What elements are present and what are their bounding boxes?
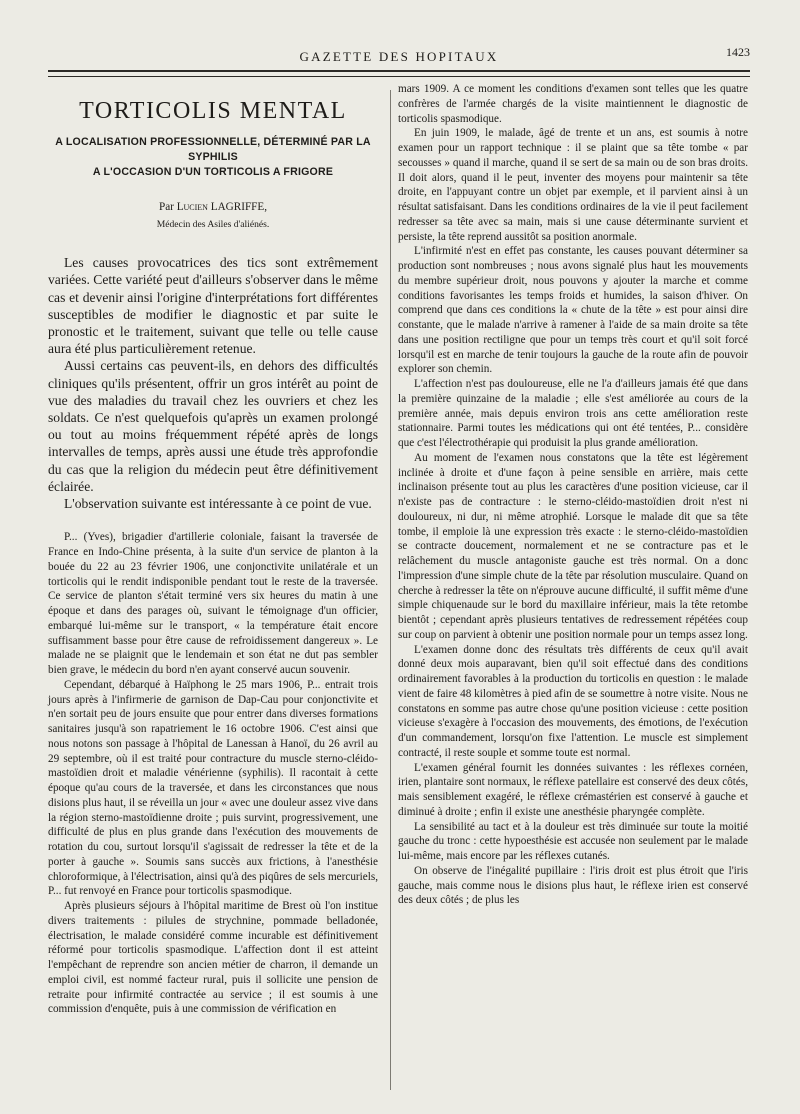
author-affiliation: Médecin des Asiles d'aliénés. <box>156 218 270 230</box>
case-paragraph: Cependant, débarqué à Haïphong le 25 mars 1906, P... entrait trois jours après à l'infirmerie de garnison de Dap-Cau pour conjonctivite et n'en sortait peu de jours ensuite que pour entrer dans diverses formations sanitaires jusqu'à son rapatriement le 16 octobre 1906. C'est ainsi que nous notons son passage à l'hôpital de Lanessan à Hanoï, du 26 avril au 29 septembre, où il est traité pour contracture du muscle sterno-cléido-mastoïdien droit et maladie vénérienne (syphilis). Il racontait à cette époque qu'au cours de la traversée, et dans les circonstances que nous disions plus haut, il se réveilla un jour « avec une douleur assez vive dans la région sterno-mastoïdienne droite ; puis survint, progressivement, une difficulté de plus en plus grande dans l'exécution des mouvements de rotation du cou, surtout lorsqu'il s'agissait de redresser la tête et de la porter à gauche ». Soumis sans succès aux frictions, à l'anesthésie chloroformique, à l'électrisation, ainsi qu'à des piqûres de sels mercuriels, P... fut renvoyé en France pour torticolis spasmodique. <box>48 678 378 898</box>
case-paragraph: P... (Yves), brigadier d'artillerie coloniale, faisant la traversée de France en Indo-Chine présenta, à la suite d'un service de planton à la bouée du 22 au 23 février 1906, une conjonctivite unilatérale et un torticolis qui le rendit indisponible pendant tout le reste de la traversée. Ce service de planton s'était terminé vers six heures du matin à une époque et dans des parages où, suivant le témoignage d'un officier, embarqué lui-même sur le transport, « la température était encore suffisamment basse pour être cause de refroidissement dangereux ». Le malade ne se plaignit que le lendemain et son état ne dut pas sembler bien grave, le médecin du bord n'en ayant conservé aucun souvenir. <box>48 531 378 677</box>
body-paragraph: Au moment de l'examen nous constatons que la tête est légèrement inclinée à droite et d'une façon à peine sensible en arrière, mais cette inclinaison présente tout au plus les caractères d'une position vicieuse, car il n'existe pas de contracture : le sterno-cléido-mastoïdien droit n'est ni douloureux, ni dur, ni même atrophié. Lorsque le malade dit que sa tête tombe, il emploie là une expression très exacte : le sterno-cléido-mastoïdien se contracte doucement, normalement et ne se contracture pas et le relâchement du muscle antagoniste gauche est très normal. On a donc l'impression d'une simple chute de la tête par résolution musculaire. Quand on cherche à redresser la tête on n'éprouve aucune difficulté, il suffit même d'une simple chiquenaude sur le bord du maxillaire inférieur, mais la tête retombe bientôt ; cependant après plusieurs tentatives de redressement répétées coup sur coup on parvient à obtenir une position normale pour un temps assez long. <box>398 451 748 641</box>
column-divider <box>390 90 391 1090</box>
page-number: 1423 <box>726 45 750 59</box>
body-paragraph: En juin 1909, le malade, âgé de trente et un ans, est soumis à notre examen pour un rapport technique : il se plaint que sa tête tombe « par secousses » quand il marche, quand il se sert de sa main ou de son bras droits. Il doit alors, quand il le peut, inventer des moyens pour maintenir sa tête droite, en l'appuyant contre un objet par exemple, et il parvient ainsi à un résultat satisfaisant. Dans les conditions ordinaires de la vie il peut facilement redresser sa tête avec sa main, mais si une cause déterminante survient et persiste, la tête reprend aussitôt sa position anormale. <box>398 127 748 243</box>
section-gap <box>48 512 378 530</box>
author-prefix: Par <box>158 200 174 213</box>
left-column <box>48 92 378 1017</box>
header-rule-thin <box>48 76 750 77</box>
author-last-name: LAGRIFFE, <box>210 200 268 213</box>
body-paragraph: mars 1909. A ce moment les conditions d'examen sont telles que les quatre confrères de l'armée chargés de la visite maintiennent le diagnostic de torticolis spasmodique. <box>398 83 748 125</box>
intro-paragraph: L'observation suivante est intéressante à ce point de vue. <box>64 496 372 512</box>
case-paragraph: Après plusieurs séjours à l'hôpital maritime de Brest où l'on institue divers traitements : pilules de strychnine, pommade belladonée, électrisation, le malade considéré comme incurable est définitivement réformé pour torticolis spasmodique. L'affection dont il est atteint l'empêchant de reprendre son ancien métier de charron, il demande un emploi civil, est nommé facteur rural, puis il sollicite une pension de retraite pour infirmité contractée au service ; il est soumis à une commission d'enquête, puis à une commission de vérification en <box>48 900 378 1016</box>
intro-paragraph: Les causes provocatrices des tics sont extrêmement variées. Cette variété peut d'ailleurs s'observer dans le même cas et devenir ainsi l'origine d'interprétations fort différentes susceptibles de modifier le diagnostic et par suite le pronostic et le traitement, suivant que telle ou telle cause aura été plus particulièrement retenue. <box>48 255 378 357</box>
intro-paragraph: Aussi certains cas peuvent-ils, en dehors des difficultés cliniques qu'ils présentent, offrir un gros intérêt au point de vue des maladies du travail chez les ouvriers et chez les soldats. Ce n'est quelquefois qu'après un examen prolongé ou tout au moins fréquemment répété après de longs intervalles de temps, après aussi une étude très approfondie du cas que la religion du médecin peut être définitivement éclairée. <box>48 358 378 494</box>
subtitle-line-2: A L'OCCASION D'UN TORTICOLIS A FRIGORE <box>92 165 334 178</box>
article-subtitle <box>48 135 378 180</box>
header-rule-thick <box>48 70 750 72</box>
author-first-name: Lucien <box>176 200 208 213</box>
body-paragraph: L'examen général fournit les données suivantes : les réflexes cornéen, irien, plantaire sont normaux, le réflexe patellaire est conservé des deux côtés, mais sensiblement exagéré, le réflexe crémastérien est conservé à gauche et diminué à droite ; enfin il existe une anesthésie pharyngée complète. <box>398 761 748 818</box>
case-section <box>48 530 378 1017</box>
body-paragraph: On observe de l'inégalité pupillaire : l'iris droit est plus étroit que l'iris gauche, mais comme nous le disions plus haut, le réflexe irien est conservé des deux côtés ; de plus les <box>398 864 748 907</box>
body-paragraph: L'infirmité n'est en effet pas constante, les causes pouvant déterminer sa production sont nombreuses ; nous avons signalé plus haut les mouvements du membre supérieur droit, nous pouvons y ajouter la marche et comme conditions favorisantes les temps froids et humides, la saison d'hiver. On comprend que dans ces conditions la « chute de la tête » est pour ainsi dire constante, que le malade n'arrive à ramener à l'aide de sa main droite sa tête dans une position rectiligne que pour un temps très court et qu'il soit forcé lorsqu'il est en marche de tenir toujours la gauche de la route afin de pouvoir explorer son chemin. <box>398 245 748 376</box>
article-title: TORTICOLIS MENTAL <box>79 98 347 124</box>
author-line <box>48 200 378 215</box>
body-paragraph: L'affection n'est pas douloureuse, elle ne l'a d'ailleurs jamais été que dans la première quinzaine de la maladie ; elle s'est améliorée au cours de la première année, mais depuis environ trois ans cette amélioration reste stationnaire. Parmi toutes les médications qui ont été tentées, P... considère que c'est l'électrothérapie qui produisit la plus grande amélioration. <box>398 378 748 449</box>
journal-title: GAZETTE DES HOPITAUX <box>299 49 499 64</box>
intro-section <box>48 254 378 512</box>
page-header <box>48 45 750 67</box>
body-paragraph: L'examen donne donc des résultats très différents de ceux qu'il avait donné deux mois auparavant, bien qu'il soit effectué dans des conditions ordinairement favorables à la production du torticolis en question : le malade vient de faire 48 kilomètres à pied afin de se soumettre à notre visite. Nous ne constatons en somme pas autre chose qu'une position vicieuse : cette position vicieuse s'exagère à l'occasion des mouvements, des émotions, de l'exécution d'un commandement, lorsqu'on fixe l'attention. Le muscle est simplement contracté, il reste souple et somme toute est normal. <box>398 643 748 759</box>
body-paragraph: La sensibilité au tact et à la douleur est très diminuée sur toute la moitié gauche du tronc : cette hypoesthésie est accusée non seulement par le malade lui-même, mais encore par les réflexes cutanés. <box>398 820 748 862</box>
subtitle-line-1: A LOCALISATION PROFESSIONNELLE, DÉTERMINÉ PAR LA SYPHILIS <box>55 135 371 163</box>
right-column <box>398 82 748 908</box>
